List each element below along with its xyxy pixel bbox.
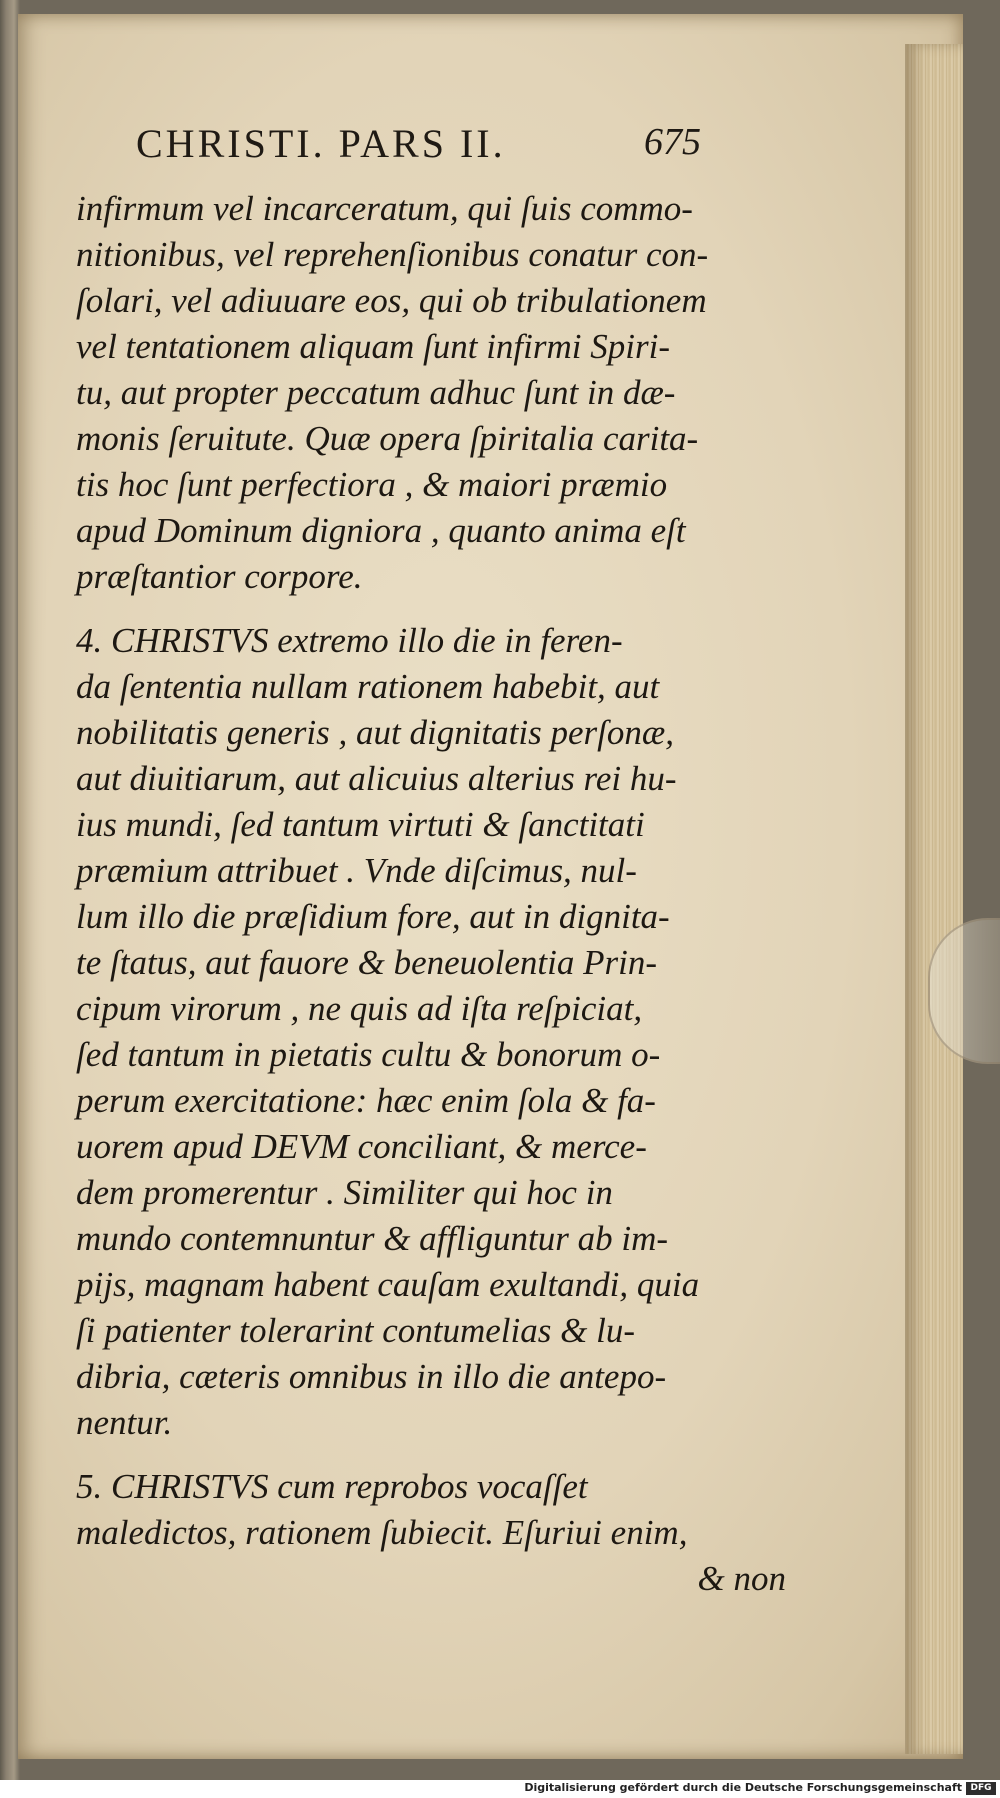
- text-line: dibria, cæteris omnibus in illo die antepo-: [76, 1357, 667, 1396]
- text-line: perum exercitatione: hæc enim ſola & fa-: [76, 1081, 656, 1120]
- text-line: te ſtatus, aut fauore & beneuolentia Prin-: [76, 943, 657, 982]
- digitization-credit: Digitalisierung gefördert durch die Deutsche Forschungsgemeinschaft: [524, 1781, 962, 1794]
- text-line: 5. CHRISTVS cum reprobos vocaſſet: [76, 1467, 588, 1506]
- catchword: & non: [697, 1559, 786, 1598]
- dfg-logo: DFG: [966, 1782, 996, 1795]
- text-line: tis hoc ſunt perfectiora , & maiori præmio: [76, 465, 668, 504]
- text-line: apud Dominum digniora , quanto anima eſt: [76, 511, 686, 550]
- text-line: ius mundi, ſed tantum virtuti & ſanctitati: [76, 805, 645, 844]
- text-line: præſtantior corpore.: [76, 557, 363, 596]
- text-line: mundo contemnuntur & affliguntur ab im-: [76, 1219, 669, 1258]
- running-head: CHRISTI. PARS II.: [136, 121, 506, 166]
- text-line: tu, aut propter peccatum adhuc ſunt in dæ-: [76, 373, 676, 412]
- text-line: lum illo die præſidium fore, aut in dignita-: [76, 897, 670, 936]
- text-line: pijs, magnam habent cauſam exultandi, quia: [76, 1265, 700, 1304]
- text-line: da ſententia nullam rationem habebit, aut: [76, 667, 660, 706]
- text-line: præmium attribuet . Vnde diſcimus, nul-: [76, 851, 637, 890]
- paragraph-4: [76, 618, 796, 1446]
- text-line: aut diuitiarum, aut alicuius alterius rei hu-: [76, 759, 677, 798]
- text-line: vel tentationem aliquam ſunt infirmi Spiri-: [76, 327, 670, 366]
- paragraph-3-continuation: [76, 186, 796, 600]
- text-line: nitionibus, vel reprehenſionibus conatur con-: [76, 235, 709, 274]
- text-line: monis ſeruitute. Quæ opera ſpiritalia carita-: [76, 419, 699, 458]
- text-line: ſi patienter tolerarint contumelias & lu-: [76, 1311, 635, 1350]
- page-edges: [905, 44, 963, 1754]
- text-line: 4. CHRISTVS extremo illo die in feren-: [76, 621, 623, 660]
- text-line: ſed tantum in pietatis cultu & bonorum o-: [76, 1035, 661, 1074]
- text-line: cipum virorum , ne quis ad iſta reſpiciat,: [76, 989, 643, 1028]
- text-block: [76, 110, 796, 1602]
- text-line: dem promerentur . Similiter qui hoc in: [76, 1173, 613, 1212]
- text-line: maledictos, rationem ſubiecit. Eſuriui enim,: [76, 1513, 688, 1552]
- paragraph-5: [76, 1464, 796, 1556]
- text-line: ſolari, vel adiuuare eos, qui ob tribulationem: [76, 281, 707, 320]
- book-page: [18, 14, 963, 1759]
- text-line: uorem apud DEVM conciliant, & merce-: [76, 1127, 647, 1166]
- footer-bar: [0, 1780, 1000, 1798]
- page-header: [76, 110, 796, 170]
- text-line: infirmum vel incarceratum, qui ſuis commo-: [76, 189, 693, 228]
- text-line: nentur.: [76, 1403, 173, 1442]
- text-line: nobilitatis generis , aut dignitatis perſonæ,: [76, 713, 674, 752]
- page-number: 675: [644, 121, 701, 163]
